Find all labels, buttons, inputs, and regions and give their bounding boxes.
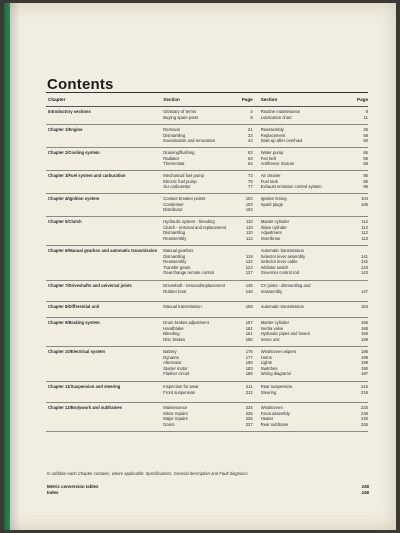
page-number: 110 — [246, 219, 253, 224]
page-number: 211 — [246, 384, 253, 389]
page-number: 60 — [363, 138, 368, 144]
page-number: 75 — [248, 178, 253, 184]
page-number: 45 — [363, 127, 368, 132]
page-number: 4 — [250, 109, 253, 114]
page-number: 186 — [245, 371, 253, 377]
chapter-row — [46, 302, 368, 318]
section-entry-column — [257, 217, 348, 245]
section-entry: reassembly — [260, 288, 283, 294]
appendix-item — [47, 490, 369, 496]
page-number: 169 — [361, 331, 368, 337]
page-number: 5 — [250, 114, 253, 120]
page-number-column — [241, 107, 257, 124]
page-number: 66 — [363, 155, 368, 161]
section-entry: Rubber boot — [163, 288, 187, 294]
section-entry: Inhibitor switch — [260, 264, 289, 270]
section-entry: Gearchange remote control — [163, 270, 215, 276]
chapter-row — [46, 194, 368, 217]
section-entry: Lights — [260, 360, 272, 366]
section-entry: Dismantling — [163, 230, 186, 236]
section-entry: Steering — [260, 389, 277, 395]
page-number: 145 — [245, 283, 253, 288]
section-entry: Contact breaker points — [163, 196, 206, 201]
page-number: 218 — [361, 389, 368, 395]
section-entry: Horns — [260, 354, 272, 360]
page-number: 166 — [361, 320, 368, 325]
page-number: 190 — [361, 365, 368, 371]
appendix-page: 248 — [361, 484, 369, 489]
section-entry: Governor control rod — [260, 270, 300, 276]
page-number: 110 — [246, 224, 253, 230]
section-entry: Windscreen — [260, 405, 283, 410]
chapter-row — [46, 217, 368, 246]
chapter-title: Chapter 7/Driveshafts and universal joints — [48, 283, 132, 288]
section-entry-column — [163, 281, 241, 301]
page-number-column — [348, 171, 368, 193]
page-number-column — [241, 318, 257, 346]
page-number: 96 — [363, 184, 368, 190]
section-entry: Master cylinder — [260, 219, 290, 224]
page-number: 245 — [361, 421, 368, 427]
chapter-row — [46, 281, 368, 302]
section-entry-column — [257, 382, 348, 402]
page-number-column — [241, 246, 257, 280]
section-entry: Front suspension — [163, 389, 196, 395]
section-entry: Flasher circuit — [163, 371, 190, 377]
page-number: 147 — [361, 288, 368, 294]
page-number-column — [348, 107, 368, 124]
page-number: 104 — [361, 196, 368, 201]
chapter-row — [46, 148, 368, 171]
page-number-column — [241, 148, 257, 170]
chapter-title: Chapter 2/Cooling system — [48, 150, 100, 155]
page-number: 224 — [245, 405, 253, 410]
page-number: 102 — [245, 196, 253, 201]
section-entry: Examination and renovation — [163, 138, 216, 144]
page-number: 124 — [245, 264, 253, 270]
page-number: 212 — [245, 389, 253, 395]
section-entry: Reassembly — [163, 259, 187, 265]
appendix-page: 248 — [361, 490, 369, 495]
page-number-column — [348, 347, 368, 381]
chapter-row — [46, 347, 368, 382]
section-entry: Heater — [260, 416, 274, 422]
section-entry: Starter motor — [163, 365, 188, 371]
section-entry: Buying spare parts — [163, 114, 199, 120]
page-number: 161 — [245, 331, 253, 337]
page-number: 226 — [245, 416, 253, 422]
page-number: 150 — [245, 304, 253, 309]
section-entry: Major repairs — [163, 416, 188, 422]
section-entry-column — [163, 107, 241, 124]
page-number: 113 — [361, 235, 368, 241]
chapter-row — [46, 125, 368, 148]
page-number: 197 — [361, 371, 368, 377]
page-number: 186 — [361, 349, 368, 354]
page-number: 127 — [245, 270, 253, 276]
page-number-column — [348, 217, 368, 245]
section-entry-column — [163, 194, 241, 216]
page-number: 177 — [245, 354, 253, 360]
section-entry: Maintenance — [163, 405, 188, 410]
page-number: 157 — [245, 320, 253, 325]
page-number-column — [241, 194, 257, 216]
page-number: 180 — [245, 360, 253, 366]
section-entry: CV joints - dismantling and — [260, 283, 311, 288]
chapter-row — [46, 382, 368, 403]
header-page: Page — [241, 97, 253, 102]
section-entry: Replacement — [260, 132, 286, 138]
chapter-title: Chapter 6/Manual gearbox and automatic transmission — [48, 248, 158, 253]
section-entry: SU carburettor — [163, 184, 191, 190]
page-number: 106 — [361, 201, 368, 207]
section-entry: Disc brakes — [163, 336, 186, 342]
page-number: 119 — [246, 253, 253, 259]
section-entry-column — [163, 347, 241, 381]
page-number: 85 — [363, 178, 368, 184]
chapter-title: Introductory sections — [48, 109, 91, 114]
binding-shadow — [10, 3, 20, 530]
page-number: 73 — [248, 173, 253, 178]
page-number: 103 — [245, 201, 253, 207]
page-number: 112 — [361, 224, 368, 230]
section-entry-column — [257, 171, 348, 193]
page-number: 33 — [248, 132, 253, 138]
page-title: Contents — [47, 76, 114, 93]
section-entry-column — [257, 246, 348, 280]
contents-table — [46, 92, 368, 432]
page-number: 64 — [248, 155, 253, 161]
section-entry-column — [257, 347, 348, 381]
page-number-column — [348, 148, 368, 170]
section-entry: Antifreeze mixture — [260, 161, 295, 167]
header-section-2: Section — [260, 97, 278, 102]
page-number: 112 — [246, 235, 253, 241]
chapter-title: Chapter 11/Suspension and steering — [48, 384, 121, 389]
page-number: 58 — [363, 132, 368, 138]
section-entry: Thermostat — [163, 161, 185, 167]
page-number: 21 — [248, 127, 253, 132]
page-number-column — [348, 318, 368, 346]
section-entry: Drum brakes adjustment — [163, 320, 209, 325]
section-entry: Handbrake — [163, 325, 184, 331]
section-entry-column — [163, 171, 241, 193]
header-page-2: Page — [357, 97, 368, 102]
page-number: 160 — [245, 336, 253, 342]
page-number: 110 — [246, 230, 253, 236]
page-number: 11 — [363, 114, 368, 120]
page-number-column — [348, 125, 368, 147]
chapter-title: Chapter 1/Engine — [48, 127, 83, 132]
section-entry-column — [257, 281, 348, 301]
page-number: 183 — [245, 365, 253, 371]
section-entry-column — [163, 382, 241, 402]
page-number: 215 — [361, 384, 368, 389]
page-number: 225 — [245, 410, 253, 416]
section-entry-column — [163, 403, 241, 431]
section-entry: Water pump — [260, 150, 284, 155]
page-number: 122 — [245, 259, 253, 265]
page-number-column — [348, 302, 368, 317]
appendix-list — [47, 484, 369, 496]
page-number: 240 — [361, 416, 368, 422]
section-entry-column — [257, 403, 348, 431]
section-entry: Fan belt — [260, 155, 276, 161]
section-entry: Glossary of terms — [163, 109, 197, 114]
section-entry: Lubrication chart — [260, 114, 292, 120]
section-entry: Battery — [163, 349, 177, 354]
section-entry: Rear subframe — [260, 421, 289, 427]
section-entry: Automatic transmission — [260, 248, 304, 253]
chapter-title: Chapter 3/Fuel system and carburation — [48, 173, 126, 178]
chapter-row — [46, 403, 368, 432]
contents-header-row — [46, 93, 368, 107]
chapter-title: Chapter 10/Electrical system — [48, 349, 106, 354]
page-number: 103 — [245, 207, 253, 213]
page-number-column — [348, 194, 368, 216]
section-entry: Exhaust emission control system — [260, 184, 322, 190]
section-entry: Spark plugs — [260, 201, 283, 207]
page-number: 141 — [361, 253, 368, 259]
page-number: 227 — [245, 421, 253, 427]
page-number-column — [241, 171, 257, 193]
section-entry: Reassembly — [163, 235, 187, 241]
section-entry: Inertia valve — [260, 325, 284, 331]
page-number-column — [241, 281, 257, 301]
appendix-label: Metric conversion tables — [47, 484, 99, 489]
section-entry-column — [257, 194, 348, 216]
section-entry: Hydraulic system - bleeding — [163, 219, 215, 224]
page-number: 63 — [248, 150, 253, 155]
page-number: 169 — [361, 336, 368, 342]
section-entry: Removal — [163, 127, 180, 132]
page-number: 143 — [361, 264, 368, 270]
page-number: 85 — [363, 173, 368, 178]
section-entry: Routine maintenance — [260, 109, 301, 114]
section-entry: Electric fuel pump — [163, 178, 197, 184]
section-entry: Manual transmission — [163, 304, 202, 309]
page-number: 234 — [361, 405, 368, 410]
section-entry: Mechanical fuel pump — [163, 173, 204, 178]
chapter-row — [46, 318, 368, 347]
section-entry: Clutch - removal and replacement — [163, 224, 227, 230]
chapter-row — [46, 171, 368, 194]
section-entry: Draining/flushing — [163, 150, 195, 155]
page-number: 77 — [248, 184, 253, 190]
section-entry: Switches — [260, 365, 278, 371]
section-entry: Facia assembly — [260, 410, 290, 416]
section-entry: Overthrow — [260, 235, 281, 241]
section-entry: Radiator — [163, 155, 180, 161]
page-number: 236 — [361, 410, 368, 416]
section-entry: Fuel tank — [260, 178, 278, 184]
chapter-title: Chapter 5/Clutch — [48, 219, 82, 224]
section-entry: Reassembly — [260, 127, 284, 132]
page-number: 68 — [363, 161, 368, 167]
page-number: 112 — [361, 230, 368, 236]
section-entry: Manual gearbox — [163, 248, 194, 253]
section-entry-column — [257, 302, 348, 317]
page-number: 168 — [361, 325, 368, 331]
section-entry-column — [163, 217, 241, 245]
page-number-column — [241, 302, 257, 317]
page-number: 161 — [245, 325, 253, 331]
appendix-label: Index — [47, 490, 59, 495]
section-entry-column — [257, 125, 348, 147]
section-entry: Ignition timing — [260, 196, 287, 201]
section-entry: Rear suspension — [260, 384, 293, 389]
page-number-column — [241, 403, 257, 431]
page-number: 8 — [365, 109, 368, 114]
section-entry-column — [163, 318, 241, 346]
section-entry: Dismantling — [163, 132, 186, 138]
section-entry-column — [163, 125, 241, 147]
page-number-column — [241, 217, 257, 245]
section-entry-column — [163, 246, 241, 280]
section-entry: Inspection for wear — [163, 384, 199, 389]
section-entry: Servo unit — [260, 336, 280, 342]
header-chapter: Chapter — [48, 97, 66, 102]
section-entry: Automatic transmission — [260, 304, 304, 309]
page-number: 176 — [245, 349, 253, 354]
section-entry: Selector lever cable — [260, 259, 298, 265]
section-entry-column — [257, 148, 348, 170]
chapter-title: Chapter 12/Bodywork and subframes — [48, 405, 122, 410]
section-entry: Adjustment — [260, 230, 282, 236]
page-number: 42 — [248, 138, 253, 144]
section-entry: Transfer gears — [163, 264, 191, 270]
footnote: In addition each Chapter contains, where applicable: Specifications, General description and Fault diagnosis. — [47, 471, 249, 476]
section-entry: Wiring diagrams — [260, 371, 291, 377]
header-section: Section — [163, 97, 180, 102]
page-number: 142 — [361, 259, 368, 265]
page-number-column — [241, 382, 257, 402]
page-number: 65 — [363, 150, 368, 155]
section-entry: Driveshaft - removal/replacement — [163, 283, 225, 288]
chapter-row — [46, 246, 368, 281]
section-entry: Master cylinder — [260, 320, 290, 325]
section-entry-column — [257, 107, 348, 124]
contents-rows — [46, 107, 368, 432]
page-number-column — [241, 347, 257, 381]
page-number: 189 — [361, 354, 368, 360]
page-number: 143 — [361, 270, 368, 276]
section-entry: Dismantling — [163, 253, 186, 259]
page-number: 112 — [361, 219, 368, 224]
page-number-column — [241, 125, 257, 147]
page-number: 146 — [245, 288, 253, 294]
section-entry: Bleeding — [163, 331, 180, 337]
section-entry: Hydraulic pipes and hoses — [260, 331, 310, 337]
section-entry: Minor repairs — [163, 410, 188, 416]
section-entry: Condenser — [163, 201, 184, 207]
page-number: 189 — [361, 360, 368, 366]
page-number: 154 — [361, 304, 368, 309]
page-number: 64 — [248, 161, 253, 167]
section-entry: Alternator — [163, 360, 182, 366]
section-entry-column — [257, 318, 348, 346]
page-number-column — [348, 382, 368, 402]
section-entry: Air cleaner — [260, 173, 281, 178]
chapter-title: Chapter 8/Differential unit — [48, 304, 100, 309]
section-entry-column — [163, 302, 241, 317]
chapter-title: Chapter 4/Ignition system — [48, 196, 100, 201]
page-number-column — [348, 403, 368, 431]
section-entry: Selector lever assembly — [260, 253, 306, 259]
section-entry: Dynamo — [163, 354, 179, 360]
section-entry-column — [163, 148, 241, 170]
section-entry: Doors — [163, 421, 175, 427]
section-entry: Distributor — [163, 207, 183, 213]
section-entry: Start-up after overhaul — [260, 138, 303, 144]
page-number-column — [348, 281, 368, 301]
chapter-row — [46, 107, 368, 125]
chapter-title: Chapter 9/Braking system — [48, 320, 100, 325]
page-number-column — [348, 246, 368, 280]
section-entry: Slave cylinder — [260, 224, 287, 230]
section-entry: Windscreen wipers — [260, 349, 297, 354]
